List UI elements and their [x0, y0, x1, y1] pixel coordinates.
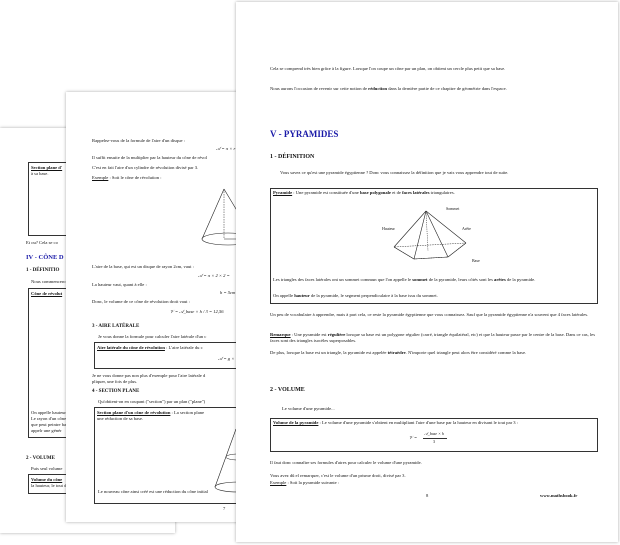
paragraph: Le rayon d'un cône — [31, 416, 67, 421]
figure-label-base: Base — [472, 258, 480, 263]
paragraph: Je vous donne la formule pour calculer l'aire latérale d'un c — [98, 334, 207, 339]
formula-lhs: 𝒱 = — [409, 435, 418, 440]
box-text: une réduction de sa base. — [97, 416, 144, 421]
box-title: Volume de la pyramide : Le volume d'une pyramide s'obtient en multipliant l'aire d'une base par la hauteur en divisant le tout par 3 : — [273, 420, 519, 425]
document-page-8 — [236, 2, 618, 542]
paragraph: appelr une génér — [31, 428, 62, 433]
paragraph: La hauteur vaut, quant à elle : — [92, 282, 147, 287]
figure-label-sommet: Sommet — [446, 206, 460, 211]
section-title: IV - CÔNE D — [26, 254, 64, 261]
formula: 𝒱 = 𝒜_base × h / 3 = 12,56 — [170, 309, 224, 314]
box-title: Volume du cône — [31, 477, 63, 482]
section-title: V - PYRAMIDES — [270, 129, 339, 139]
paragraph: Il faut donc connaître ses formules d'aires pour calculer le volume d'une pyramide. — [270, 460, 422, 465]
figure-label-arete: Arête — [462, 226, 471, 231]
paragraph: Nous aurons l'occasion de revenir sur cette notion de réduction dans la dernière partie de ce chapitre de géométrie dans l'espace. — [270, 86, 507, 91]
example-line: Exemple : Soit le cône de révolution : — [92, 175, 162, 180]
paragraph: Vous savez ce qu'est une pyramide égyptienne ? Donc vous connaissez la définition que je vais vous apprendre tout de suite. — [280, 170, 509, 175]
paragraph: Nous commencero — [31, 279, 66, 284]
box-text: la hauteur, le tout d — [31, 483, 67, 488]
paragraph: On appelle hauteur — [31, 410, 66, 415]
box-title: Aire latérale du cône de révolution : L'aire latérale du c — [97, 345, 203, 350]
question-line: Et ou? Cela se co — [26, 240, 58, 245]
formula: 𝒜 = π × 2 × 2 = — [198, 273, 230, 278]
paragraph: Un peu de vocabulaire à apprendre, mais à part cela, ce reste la pyramide égyptienne que vous connaissez. Sauf que la pyramide égyptienne n'a souvent que 4 faces latérales. — [270, 312, 589, 317]
formula: 𝒜 = π × r — [216, 146, 236, 151]
subsection-title: 4 - SECTION PLANE — [92, 389, 140, 394]
box-text: On appelle hauteur de la pyramide, le segment perpendiculaire à la base issu du sommet. — [273, 293, 438, 298]
subsection-title: 2 - VOLUME — [270, 387, 305, 393]
figure-label-hauteur: Hauteur — [382, 226, 395, 231]
paragraph: Rappelez-vous de la formule de l'aire d'un disque : — [92, 138, 185, 143]
paragraph: Donc, le volume de ce cône de révolution droit vaut : — [92, 299, 190, 304]
fraction-bar — [423, 438, 447, 439]
paragraph: Le nouveau cône ainsi créé est une réduction du cône initial — [98, 489, 208, 494]
paragraph: pliquer, une fois de plus. — [92, 379, 138, 384]
remark-paragraph: Remarque : Une pyramide est régulière lorsque sa base est un polygone régulier (carré, triangle équilatéral, etc) et que la hauteur passe par le centre de la base. Dans ce cas, les faces sont des triangles isocèles superposables. — [270, 332, 595, 343]
paragraph: Je ne vous donne pas non plus d'exemple pour l'aire latérale d — [92, 373, 206, 378]
pyramid-figure — [386, 207, 476, 269]
subsection-title: 1 - DÉFINITIO — [26, 268, 60, 273]
formula-numerator: 𝒜_base × h — [424, 431, 444, 436]
box-text: à sa base. — [31, 171, 49, 176]
example-line: Exemple : Soit la pyramide suivante : — [270, 480, 340, 485]
formula: h = 5cm — [220, 290, 236, 295]
paragraph: C'est en fait l'aire d'un cylindre de révolution divisé par 3. — [92, 165, 199, 170]
remark-paragraph: De plus, lorsque la base est un triangle, la pyramide est appelée tétraèdre. N'importe quel triangle peut alors être considéré comme la base. — [270, 350, 527, 355]
page-number: 8 — [426, 493, 429, 498]
paragraph: Puis seul volume — [31, 466, 63, 471]
paragraph: Vous avez dû el remarquer, c'est le volume d'un prisme droit, divisé par 3. — [270, 473, 406, 478]
website-footer: www.mathsbook.fr — [540, 493, 578, 498]
paragraph: L'aire de la base, qui est un disque de rayon 2cm, vaut : — [92, 264, 194, 269]
box-text: Les triangles des faces latérales ont un sommet commun que l'on appelle le sommet de la pyramide, leurs côtés sont les arêtes de la pyramide. — [273, 277, 536, 282]
paragraph: que peut peintre ba — [31, 422, 67, 427]
formula: 𝒜 = g × — [218, 356, 235, 361]
subsection-title: 1 - DÉFINITION — [270, 154, 315, 160]
subsection-title: 3 - AIRE LATÉRALE — [92, 324, 140, 329]
box-title: Section plane d' — [31, 165, 63, 170]
page-number: 7 — [223, 506, 226, 511]
box-title: Pyramide : Une pyramide est constituée d'une base polygonale et de faces latérales triangulaires. — [273, 190, 455, 195]
paragraph: Le volume d'une pyramide... — [282, 406, 335, 411]
subsection-title: 2 - VOLUME — [26, 456, 55, 461]
box-title: Section plane d'un cône de révolution : La section plane — [97, 410, 205, 415]
paragraph: Qu'obtient-on en coupant ("section") par un plan ("plane") — [98, 399, 206, 404]
formula-denominator: 3 — [433, 439, 435, 444]
paragraph: Cela se comprend très bien grâce à la figure. Lorsque l'on coupe un cône par un plan, on obtient un cercle plus petit que sa base. — [270, 66, 506, 71]
paragraph: Il suffit ensuite de la multiplier par la hauteur du cône de révol — [92, 155, 207, 160]
box-title: Cône de révolut — [31, 291, 63, 296]
